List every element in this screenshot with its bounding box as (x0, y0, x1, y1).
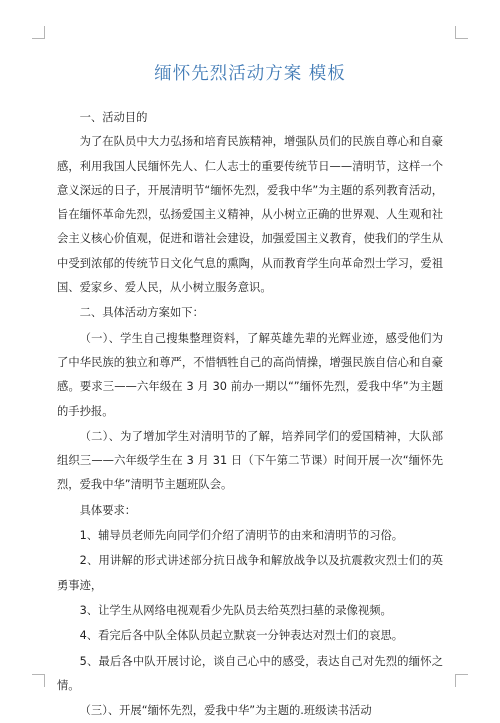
paragraph-plan-one: （一）、学生自己搜集整理资料，了解英雄先辈的光辉业迹，感受他们为了中华民族的独立和尊严，不惜牺牲自己的高尚情操，增强民族自信心和自豪感。要求三——六年级在 3 月 30 前办一期以“”缅怀先烈，爱我中华”为主题的手抄报。 (57, 331, 443, 418)
document-title: 缅怀先烈活动方案 模板 (154, 64, 346, 84)
section-heading-plan: 二、具体活动方案如下： (79, 306, 204, 320)
crop-mark-top-left (32, 26, 45, 39)
paragraph-purpose: 为了在队员中大力弘扬和培育民族精神，增强队员们的民族自尊心和自豪感，利用我国人民缅怀先人、仁人志士的重要传统节日——清明节，这样一个意义深远的日子，开展清明节“缅怀先烈，爱我中华”为主题的系列教育活动，旨在缅怀革命先烈，弘扬爱国主义精神，从小树立正确的世界观、人生观和社会主义核心价值观，促进和谐社会建设，加强爱国主义教育，使我们的学生从中受到浓郁的传统节日文化气息的熏陶，从而教育学生向革命烈士学习，爱祖国、爱家乡、爱人民，从小树立服务意识。 (57, 135, 443, 295)
crop-mark-bottom-right (455, 674, 468, 687)
requirement-item: 5、最后各中队开展讨论，谈自己心中的感受，表达自己对先烈的缅怀之情。 (57, 654, 443, 692)
requirements-heading: 具体要求： (79, 503, 137, 517)
requirement-item: 1、辅导员老师先向同学们介绍了清明节的由来和清明节的习俗。 (79, 529, 404, 543)
requirement-item: 2、用讲解的形式讲述部分抗日战争和解放战争以及抗震救灾烈士们的英勇事迹， (57, 554, 443, 592)
crop-mark-top-right (455, 26, 468, 39)
requirement-item: 3、让学生从网络电视观看少先队员去给英烈扫墓的录像视频。 (79, 603, 392, 617)
document-page (57, 62, 443, 723)
paragraph-plan-three: （三）、开展“缅怀先烈，爱我中华”为主题的.班级读书活动 (79, 704, 372, 718)
requirement-item: 4、看完后各中队全体队员起立默哀一分钟表达对烈士们的哀思。 (79, 629, 404, 643)
paragraph-plan-two: （二）、为了增加学生对清明节的了解，培养同学们的爱国精神，大队部组织三——六年级学生在 3 月 31 日（下午第二节课）时间开展一次“缅怀先烈，爱我中华”清明节主题班队会。 (57, 429, 443, 492)
section-heading-purpose: 一、活动目的 (79, 111, 148, 124)
crop-mark-bottom-left (32, 674, 45, 687)
